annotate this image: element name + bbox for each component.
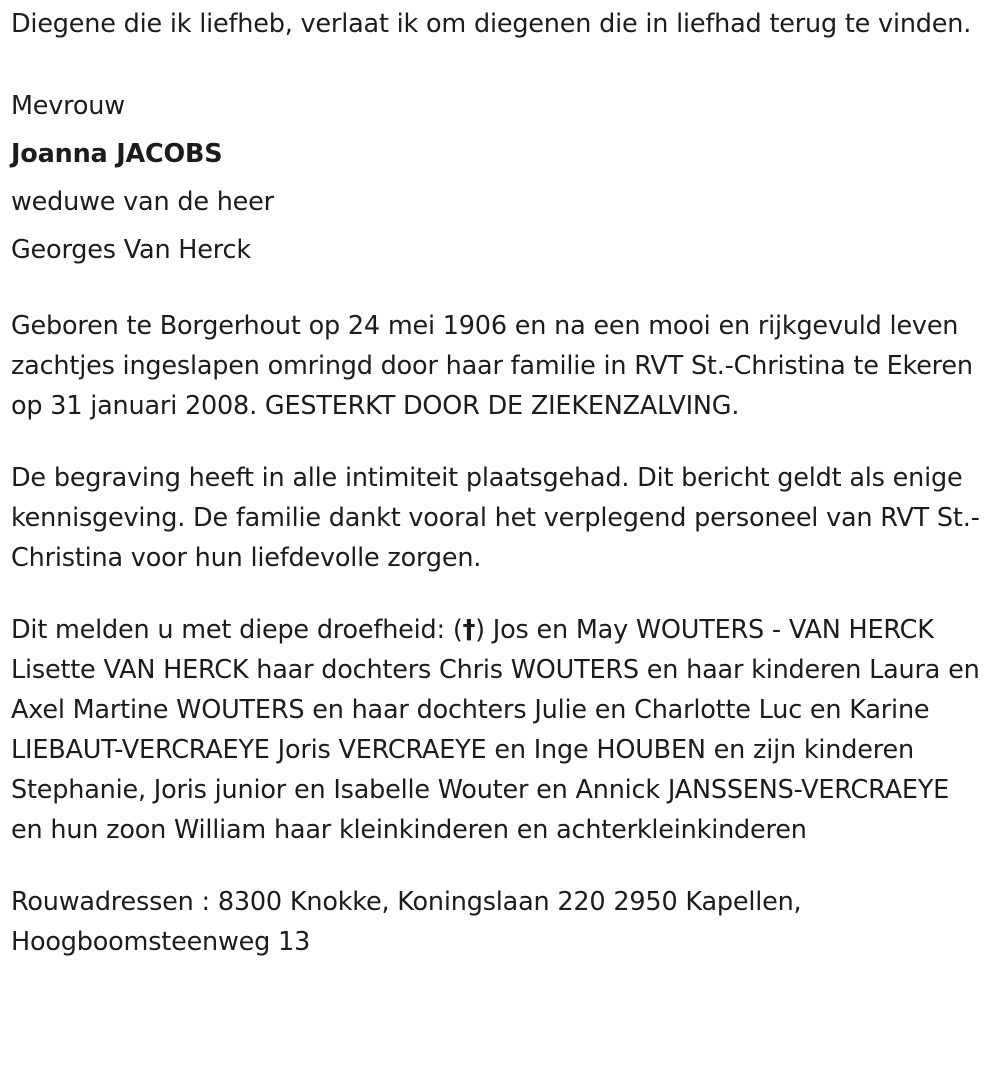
family-members: ) Jos en May WOUTERS - VAN HERCK Lisette VAN HERCK haar dochters Chris WOUTERS en haar kinderen Laura en Axel Martine WOUTERS en haar dochters Julie en Charlotte Luc en Karine LIEBAUT-VERCRAEYE Joris VERCRAEYE en Inge HOUBEN en zijn kinderen Stephanie, Joris junior en Isabelle Wouter en Annick JANSSENS-VERCRAEYE en hun zoon William haar kleinkinderen en achterkleinkinderen bbox=[11, 615, 980, 845]
obituary-document bbox=[11, 4, 986, 962]
addresses-paragraph: Rouwadressen : 8300 Knokke, Koningslaan 220 2950 Kapellen, Hoogboomsteenweg 13 bbox=[11, 887, 802, 957]
widow-of-line: weduwe van de heer bbox=[11, 187, 274, 217]
birth-death-paragraph: Geboren te Borgerhout op 24 mei 1906 en na een mooi en rijkgevuld leven zachtjes ingeslapen omringd door haar familie in RVT St.-Christina te Ekeren op 31 januari 2008. GESTERKT DOOR DE ZIEKENZALVING. bbox=[11, 311, 973, 421]
funeral-paragraph: De begraving heeft in alle intimiteit plaatsgehad. Dit bericht geldt als enige kennisgeving. De familie dankt vooral het verplegend personeel van RVT St.-Christina voor hun liefdevolle zorgen. bbox=[11, 463, 980, 573]
salutation: Mevrouw bbox=[11, 91, 125, 121]
deceased-name: Joanna JACOBS bbox=[11, 139, 223, 169]
family-intro: Dit melden u met diepe droefheid: ( bbox=[11, 615, 463, 645]
opening-quote: Diegene die ik liefheb, verlaat ik om diegenen die in liefhad terug te vinden. bbox=[11, 9, 972, 39]
cross-icon: † bbox=[462, 615, 476, 645]
husband-name: Georges Van Herck bbox=[11, 235, 251, 265]
family-paragraph bbox=[11, 610, 986, 850]
